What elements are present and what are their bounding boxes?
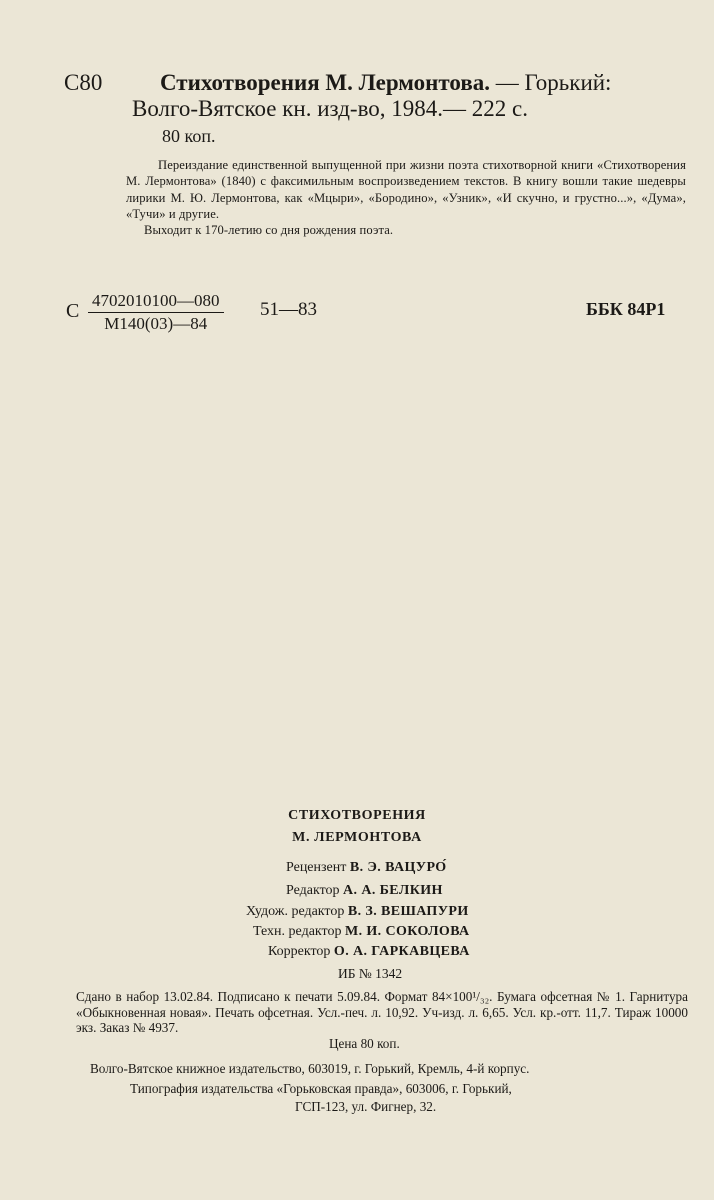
staff-editor [286,883,443,899]
publisher-line: Волго-Вятское кн. изд-во, 1984.— 222 с. [132,96,528,121]
annotation [126,157,686,238]
classification-letter: С [66,300,80,322]
anniversary-note: Выходит к 170-летию со дня рождения поэта. [144,223,394,238]
bbk-code: ББК 84Р1 [586,299,666,319]
typography-line2: ГСП-123, ул. Фигнер, 32. [295,1099,437,1114]
staff-art-editor [246,904,469,920]
staff-tech-editor [253,924,470,940]
publication-city: — Горький: [495,70,612,95]
fraction-numerator: 4702010100—080 [88,291,224,313]
colophon-title-line1: СТИХОТВОРЕНИЯ [288,808,426,823]
staff-reviewer [286,860,447,876]
book-price: 80 коп. [162,126,216,146]
printing-details-text: Сдано в набор 13.02.84. Подписано к печати 5.09.84. Формат 84×100¹/₃₂. Бумага офсетная № 1. Гарнитура «Обыкновенная новая». Печать офсетная. Усл.-печ. л. 10,92. Уч-изд. л. 6,65. Усл. кр.-отт. 11,7. Тираж 10000 экз. Заказ № 4937. [76,989,688,1036]
printing-price: Цена 80 коп. [329,1035,400,1051]
colophon-title [0,805,714,849]
staff-name: В. З. ВЕШАПУРИ [347,904,469,919]
publisher-address: Волго-Вятское книжное издательство, 603019, г. Горький, Кремль, 4-й корпус. [90,1061,530,1076]
staff-role: Худож. редактор [246,904,345,919]
staff-name: А. А. БЕЛКИН [343,883,443,898]
staff-name: О. А. ГАРКАВЦЕВА [333,944,470,959]
staff-role: Корректор [268,944,331,959]
staff-proofreader [268,944,470,960]
printing-details [76,989,688,1051]
staff-role: Техн. редактор [253,924,342,939]
catalog-code: С80 [64,70,103,95]
ib-number: ИБ № 1342 [338,966,403,981]
book-title: Стихотворения М. Лермонтова. [160,70,490,95]
typography-line1: Типография издательства «Горьковская правда», 603006, г. Горький, [130,1081,512,1096]
colophon-title-line2: М. ЛЕРМОНТОВА [292,830,422,845]
bibliographic-title [160,70,611,96]
staff-name: М. И. СОКОЛОВА [344,924,470,939]
staff-role: Редактор [286,883,340,898]
staff-name: В. Э. ВАЦУРО́ [349,860,447,875]
staff-role: Рецензент [286,860,347,875]
annotation-paragraph: Переиздание единственной выпущенной при жизни поэта стихотворной книги «Стихотворения М. Лермонтова» (1840) с факсимильным воспроизведением текстов. В книгу вошли такие шедевры лирики М. Ю. Лермонтова, как «Мцыри», «Бородино», «Узник», «И скучно, и грустно...», «Дума», «Тучи» и другие. [126,158,686,221]
fraction-denominator: М140(03)—84 [104,314,208,333]
classification-suffix: 51—83 [260,299,317,320]
classification-fraction [88,291,224,334]
